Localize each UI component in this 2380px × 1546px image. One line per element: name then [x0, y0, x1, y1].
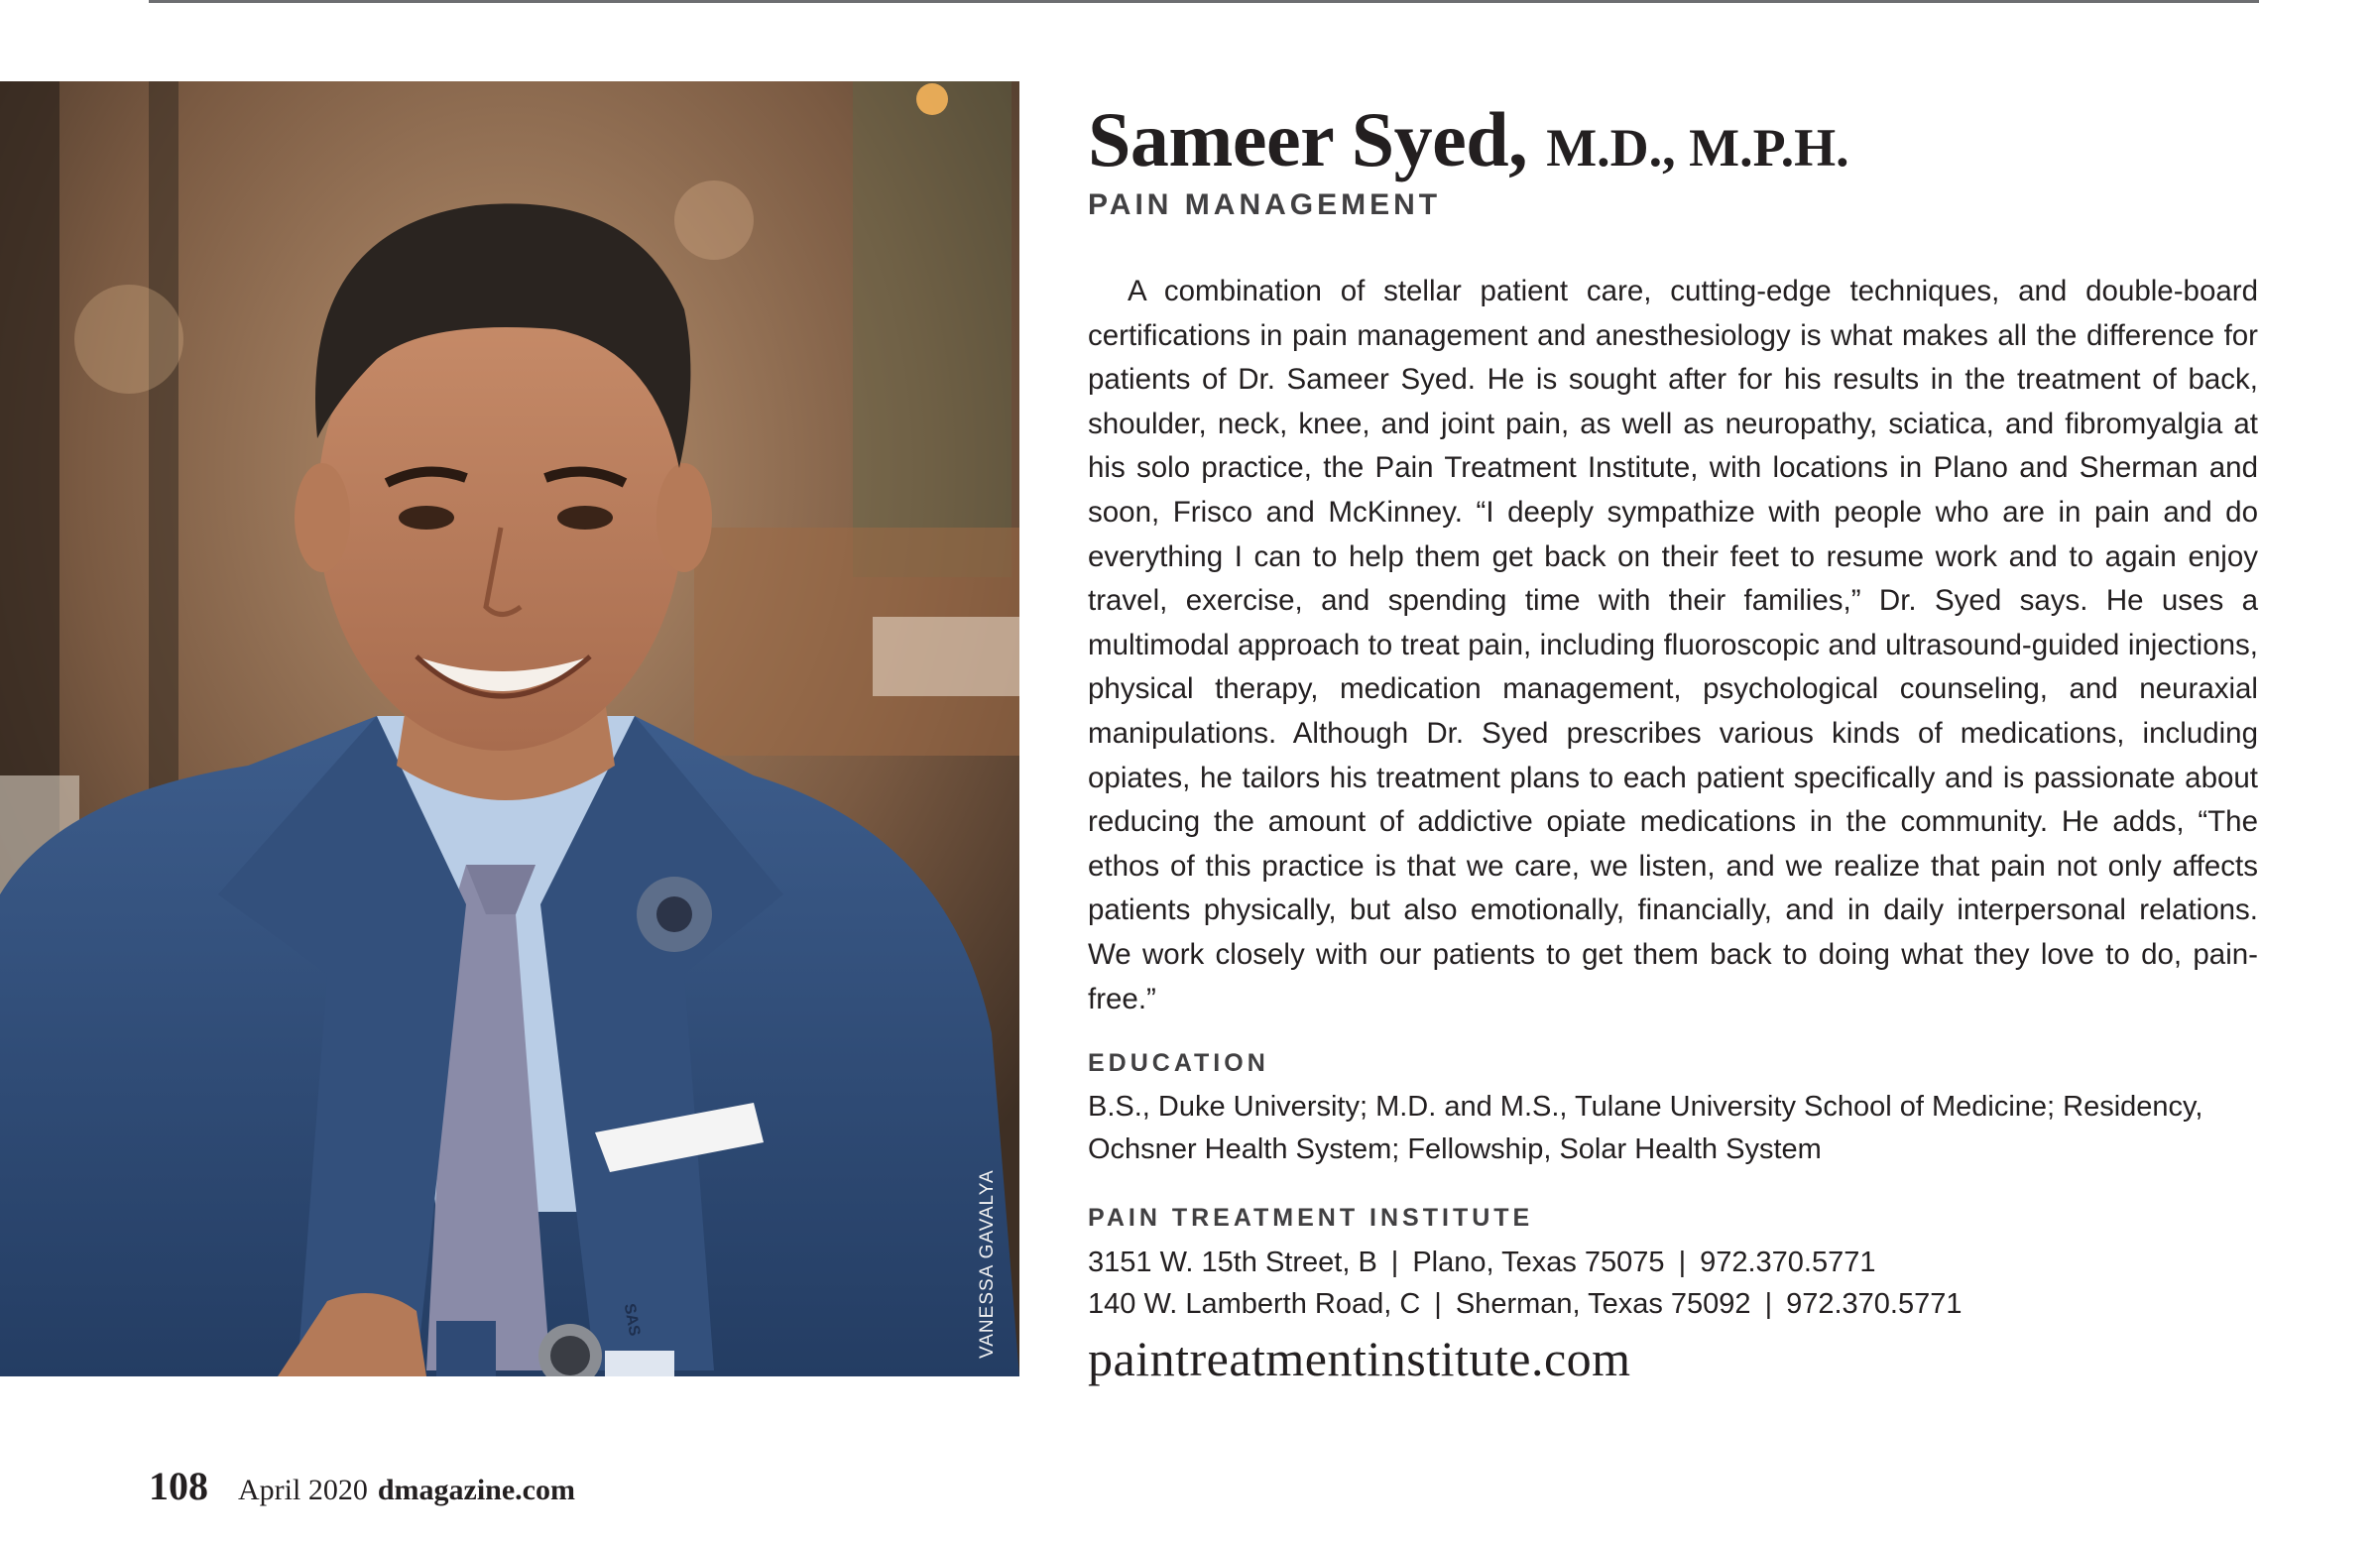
portrait-photo — [0, 81, 1019, 1376]
magazine-site: dmagazine.com — [377, 1474, 575, 1506]
location-city: Sherman, Texas 75092 — [1455, 1288, 1751, 1320]
location-street: 140 W. Lamberth Road, C — [1088, 1288, 1421, 1320]
page-footer — [149, 1463, 575, 1509]
doctor-name — [1088, 95, 2258, 192]
doctor-name-text: Sameer Syed, — [1088, 96, 1528, 182]
practice-website: paintreatmentinstitute.com — [1088, 1331, 1631, 1386]
location-plano — [1088, 1242, 2258, 1283]
education-heading: EDUCATION — [1088, 1049, 1269, 1077]
separator: | — [1764, 1288, 1773, 1320]
location-city: Plano, Texas 75075 — [1412, 1247, 1665, 1278]
cuff-monogram: SAS — [620, 1302, 644, 1338]
photo-credit: VANESSA GAVALYA — [977, 1169, 998, 1359]
separator: | — [1390, 1247, 1399, 1278]
education-text: B.S., Duke University; M.D. and M.S., Tulane University School of Medicine; Residency, Ochsner Health System; Fellowship, Solar Health System — [1088, 1091, 2203, 1165]
page-number: 108 — [149, 1464, 208, 1508]
issue-date: April 2020 — [238, 1474, 368, 1506]
location-sherman — [1088, 1283, 2258, 1325]
specialty-label: PAIN MANAGEMENT — [1088, 188, 1442, 221]
separator: | — [1678, 1247, 1687, 1278]
location-phone: 972.370.5771 — [1700, 1247, 1876, 1278]
location-phone: 972.370.5771 — [1786, 1288, 1963, 1320]
location-street: 3151 W. 15th Street, B — [1088, 1247, 1377, 1278]
top-rule — [149, 0, 2259, 3]
separator: | — [1434, 1288, 1442, 1320]
practice-heading: PAIN TREATMENT INSTITUTE — [1088, 1204, 1534, 1232]
bio-paragraph: A combination of stellar patient care, cutting-edge techniques, and double-board certifications in pain management and anesthesiology is what makes all the difference for patients of Dr. Sameer Syed. He is sought after for his results in the treatment of back, shoulder, neck, knee, and joint pain, as well as neuropathy, sciatica, and fibromyalgia at his solo practice, the Pain Treatment Institute, with locations in Plano and Sherman and soon, Frisco and McKinney. “I deeply sympathize with people who are in pain and do everything I can to help them get back on their feet to resume work and to again enjoy travel, exercise, and spending time with their families,” Dr. Syed says. He uses a multimodal approach to treat pain, including fluoroscopic and ultrasound-guided injections, physical therapy, medication management, psychological counseling, and neuraxial manipulations. Although Dr. Syed prescribes various kinds of medications, including opiates, he tailors his treatment plans to each patient specifically and is passionate about reducing the amount of addictive opiate medications in the community. He adds, “The ethos of this practice is that we care, we listen, and we realize that pain not only affects patients physically, but also emotionally, financially, and in daily interpersonal relations. We work closely with our patients to get them back to doing what they love to do, pain-free.” — [1088, 275, 2258, 1015]
doctor-credentials: M.D., M.P.H. — [1546, 118, 1849, 178]
